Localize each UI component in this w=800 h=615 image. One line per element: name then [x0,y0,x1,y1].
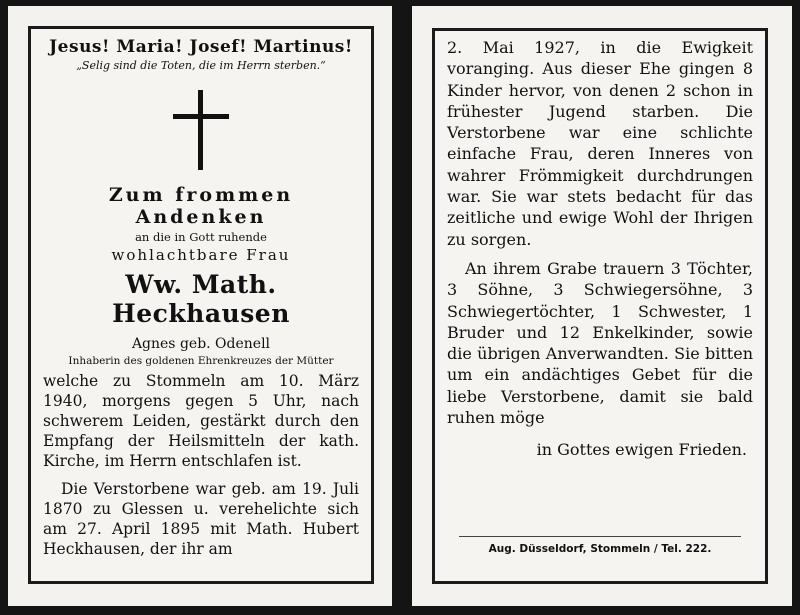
death-paragraph: welche zu Stommeln am 10. März 1940, morgens gegen 5 Uhr, nach schwerem Leiden, gestärkt durch den Empfang der Heilsmitteln der kath. Kirche, im Herrn entschlafen ist. [43,372,359,470]
left-card-content [31,29,371,581]
left-card [8,6,392,606]
closing-line: in Gottes ewigen Frieden. [536,440,747,460]
biography-continued-paragraph: 2. Mai 1927, in die Ewigkeit voranging. Aus dieser Ehe gingen 8 Kinder hervor, von denen 2 schon in frühester Jugend starben. Die Verstorbene war eine schlichte einfache Frau, deren Inneres von wahrer Frömmigkeit durchdrungen war. Sie war stets bedacht für das zeitliche und ewige Wohl der Ihrigen zu sorgen. [447,38,753,249]
memorial-title: wohlachtbare Frau [111,246,291,264]
memorial-heading: Zum frommen Andenken [108,184,294,228]
left-card-frame [28,26,374,584]
honor-note: Inhaberin des goldenen Ehrenkreuzes der Mütter [68,355,334,367]
printer-divider [459,536,741,537]
deceased-name: Ww. Math. Heckhausen [112,270,290,328]
printer-imprint: Aug. Düsseldorf, Stommeln / Tel. 222. [488,543,712,555]
biography-paragraph: Die Verstorbene war geb. am 19. Juli 1870 zu Glessen u. verehelichte sich am 27. April 1895 mit Math. Hubert Heckhausen, der ihr am [43,480,359,558]
cross-icon [171,90,231,170]
birth-name: Agnes geb. Odenell [131,336,271,352]
right-card [412,6,792,606]
memorial-subline: an die in Gott ruhende [135,230,267,244]
mourners-paragraph: An ihrem Grabe trauern 3 Töchter, 3 Söhne, 3 Schwiegersöhne, 3 Schwiegertöchter, 1 Schwester, 1 Bruder und 12 Enkelkinder, sowie die übrigen Anverwandten. Sie bitten um ein andächtiges Gebet für die liebe Verstorbene, damit sie bald ruhen möge [447,258,753,428]
beatitude-quote: „Selig sind die Toten, die im Herrn sterben.“ [76,59,326,72]
right-card-frame [432,28,768,584]
invocation-heading: Jesus! Maria! Josef! Martinus! [49,37,353,57]
right-card-content [435,31,765,581]
